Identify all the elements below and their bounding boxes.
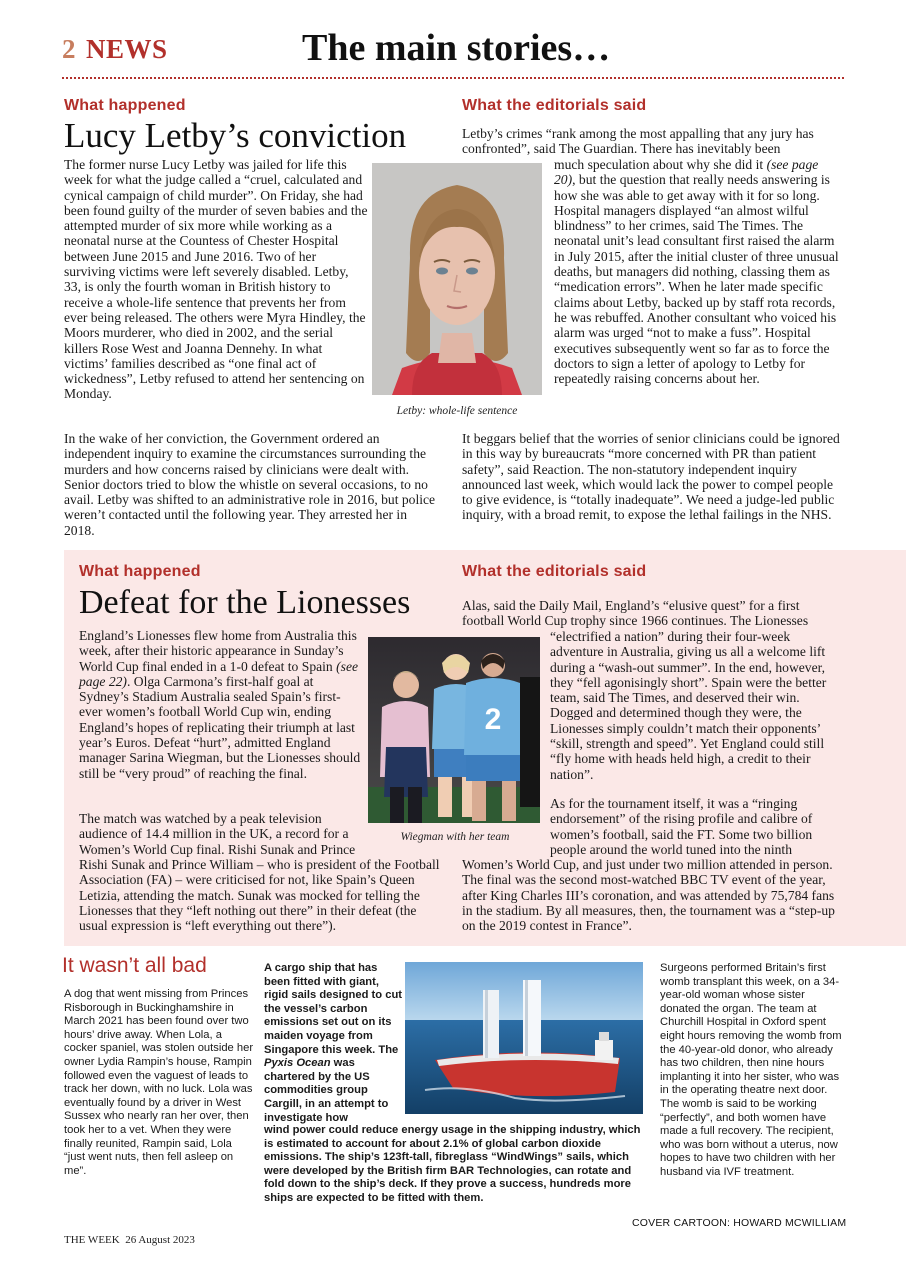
- page-title: The main stories…: [302, 27, 611, 69]
- story1-headline: Lucy Letby’s conviction: [64, 116, 407, 155]
- story1-editorial-top: Letby’s crimes “rank among the most appalling that any jury has confronted”, said The Guardian. There has inevitably been: [462, 126, 814, 157]
- lionesses-photo: [368, 637, 540, 823]
- letby-photo: [372, 163, 542, 395]
- page-ref: (see page 22): [79, 658, 359, 689]
- story2-kicker-right: What the editorials said: [462, 563, 647, 580]
- cargo-ship-image: [405, 962, 643, 1114]
- story1-editorial-p2: It beggars belief that the worries of senior clinicians could be ignored in this way by bureaucrats “more concerned with PR than patient safety”, said Reaction. The non-statutory independent inquiry announced last week, which would lack the power to compel people to give evidence, is “totally inadequate”. We need a judge-led public inquiry, with a broad remit, to expose the lethal failings in the NHS.: [462, 431, 840, 523]
- shirt-number: 2: [484, 703, 502, 736]
- footer-publication-name: THE WEEK: [64, 1234, 120, 1246]
- cargo-ship-photo: [405, 962, 643, 1114]
- page-ref: (see page 20): [554, 157, 819, 188]
- story1-editorial-wrap: much speculation about why she did it (see page 20), but the question that really needs answering is how she was able to get away with it for so long. Hospital managers displayed “an almost wilful blindness” to her crimes, said The Times. The neonatal unit’s lead consultant first raised the alarm in July 2015, after the initial cluster of three unusual deaths, but managers did nothing, classing them as “medication errors”. When he later made specific claims about Letby, backed up by staff rota records, he was rebuffed. Another consultant who voiced his alarm was urged “not to make a fuss”. Hospital executives subsequently went so far as to force the doctors to sign a letter of apology to Letby for repeatedly raising concerns about her.: [554, 157, 839, 387]
- story2-editorial-p2-wrap: As for the tournament itself, it was a “ringing endorsement” of the rising profile and calibre of women’s football, said the FT. Some two billion people around the world tuned into the ninth: [550, 796, 813, 857]
- ship-name: Pyxis Ocean: [264, 1057, 331, 1070]
- good-news-col1: A dog that went missing from Princes Risborough in Buckinghamshire in March 2021 has been found over two hours’ drive away. When Lola, a cocker spaniel, was stolen outside her owner Lydia Rampin’s house, Rampin followed even the vaguest of leads to track her down, with no luck. Lola was eventually found by a driver in West Sussex who nearly ran her over, then took her to a vet. When they were finally reunited, Rampin said, Lola “just went nuts, then fell asleep on me”.: [64, 988, 254, 1177]
- footer-publication: [64, 1234, 195, 1246]
- lionesses-team-image: [368, 637, 540, 823]
- letby-photo-caption: Letby: whole-life sentence: [396, 405, 518, 417]
- story2-editorial-top: Alas, said the Daily Mail, England’s “elusive quest” for a first football World Cup trophy since 1966 continues. The Lionesses: [462, 598, 809, 629]
- story2-editorial-p2-full: Women’s World Cup, and just under two million attended in person. The final was the second most-watched BBC TV event of the year, after King Charles III’s coronation, and was attended by 75,784 fans in the stadium. By all measures, then, the tournament was a “step-up on the 2019 contest in France”.: [462, 857, 835, 934]
- header-divider: [62, 77, 844, 79]
- story2-kicker-left: What happened: [79, 563, 201, 580]
- good-news-heading: It wasn’t all bad: [62, 954, 207, 977]
- good-news-ship-full: wind power could reduce energy usage in the shipping industry, which is estimated to account for about 2.1% of global carbon dioxide emissions. The ship’s 123ft-tall, fibreglass “WindWings” sails, which were developed by the British firm BAR Technologies, can rotate and fold down to the ship’s deck. If they prove a success, hundreds more ships are expected to be fitted with them.: [264, 1124, 641, 1204]
- story1-body-p2: In the wake of her conviction, the Government ordered an independent inquiry to examine the circumstances surrounding the murders and how concerns raised by clinicians were dealt with. Senior doctors tried to blow the whistle on several occasions, to no avail. Letby was shifted to an administrative role in 2016, but police weren’t contacted until the following year. They arrested her in 2018.: [64, 431, 436, 538]
- story1-kicker-right: What the editorials said: [462, 97, 647, 114]
- story2-editorial-wrap: “electrified a nation” during their four-week adventure in Australia, giving us all a welcome lift during a “wash-out summer”. In the end, however, they “fell agonisingly short”. Spain were the better team, said The Times, and deserved their win. Dogged and determined though they were, the Lionesses simply couldn’t match their opponents’ “skill, strength and speed”. Yet England could still “fly home with heads held high, a credit to their nation”.: [550, 629, 827, 782]
- footer-date: 26 August 2023: [125, 1234, 195, 1246]
- story2-body-p1: England’s Lionesses flew home from Australia this week, after their historic appearance in Sunday’s World Cup final ended in a 1-0 defeat to Spain (see page 22). Olga Carmona’s first-half goal at Sydney’s Stadium Australia sealed Spain’s first-ever women’s football World Cup win, ending England’s hopes of replicating their triumph at last year’s Euros. Defeat “hurt”, admitted England manager Sarina Wiegman, but the Lionesses should still be “very proud” of reaching the final.: [79, 628, 361, 781]
- story2-headline: Defeat for the Lionesses: [79, 584, 411, 621]
- story1-kicker-left: What happened: [64, 97, 186, 114]
- section-label: NEWS: [86, 34, 168, 64]
- cover-credit: COVER CARTOON: HOWARD MCWILLIAM: [632, 1217, 847, 1229]
- story2-body-p2-full: Rishi Sunak and Prince William – who is president of the Football Association (FA) – were criticised for not, like Spain’s Queen Letizia, attending the match. Sunak was mocked for telling the Lionesses that they “left nothing out there” in their defeat (the usual expression is “left everything out there”).: [79, 857, 440, 934]
- letby-portrait-image: [372, 163, 542, 395]
- page-number: 2: [62, 34, 76, 64]
- story1-body-p1: The former nurse Lucy Letby was jailed for life this week for what the judge called a “cruel, calculated and cynical campaign of child murder”. On Friday, she had been found guilty of the murder of seven babies and the attempted murder of six more while working as a neonatal nurse at the Countess of Chester Hospital between June 2015 and June 2016. Two of her surviving victims were left severely disabled. Letby, 33, is only the fourth woman in British history to receive a whole-life sentence that prevents her from ever being released. The others were Myra Hindley, the Moors murderer, who died in 2002, and the serial killers Rose West and Joanna Dennehy. In what victims’ families described as “one final act of wickedness”, Letby refused to attend her sentencing on Monday.: [64, 157, 368, 402]
- story2-body-p2-wrap: The match was watched by a peak television audience of 14.4 million in the UK, a record for a Women’s World Cup final. Rishi Sunak and Prince: [79, 811, 356, 857]
- lionesses-photo-caption: Wiegman with her team: [400, 831, 510, 843]
- good-news-col3: Surgeons performed Britain’s first womb transplant this week, on a 34-year-old woman whose sister donated the organ. The team at Churchill Hospital in Oxford spent eight hours removing the womb from the 40-year-old donor, who already has two children, then nine hours implanting it into her sister, who was in the operating theatre next door. The womb is said to be working “perfectly”, and both women have made a full recovery. The recipient, who was born without a uterus, now hopes to have two children with her husband via IVF treatment.: [660, 962, 842, 1178]
- good-news-ship-wrap: A cargo ship that has been fitted with giant, rigid sails designed to cut the vessel’s carbon emissions set out on its maiden voyage from Singapore this week. The Pyxis Ocean was chartered by the US commodities group Cargill, in an attempt to investigate how: [264, 962, 403, 1124]
